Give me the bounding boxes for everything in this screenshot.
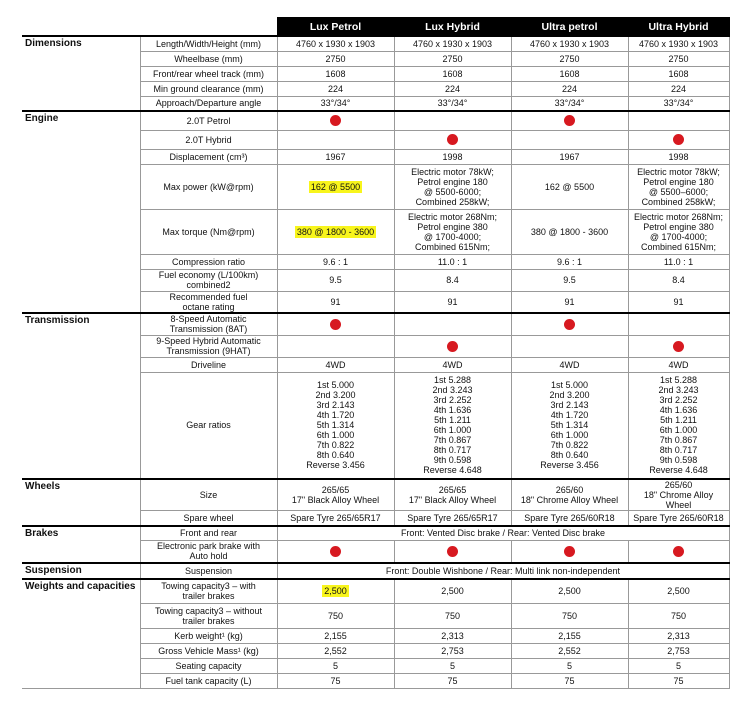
cell-value <box>394 269 511 291</box>
row-label: 8-Speed Automatic Transmission (8AT) <box>140 313 277 335</box>
row-label: Gross Vehicle Mass¹ (kg) <box>140 644 277 659</box>
cell-value <box>394 36 511 51</box>
cell-value <box>511 209 628 254</box>
cell-value <box>277 209 394 254</box>
cell-value <box>628 149 729 164</box>
cell-text: 9.6 : 1 <box>556 256 583 267</box>
cell-value <box>511 372 628 479</box>
row-label: Recommended fuel octane rating <box>140 291 277 313</box>
row-label: Length/Width/Height (mm) <box>140 36 277 51</box>
red-dot-icon <box>564 546 575 557</box>
cell-text: 265/60 18" Chrome Alloy Wheel <box>520 485 619 505</box>
cell-text: 1608 <box>325 68 346 79</box>
cell-text: 2,500 <box>441 586 464 597</box>
row-towbrake <box>22 579 729 604</box>
cell-text: 4760 x 1930 x 1903 <box>638 38 719 49</box>
row-lwh <box>22 36 729 51</box>
cell-text: 224 <box>561 83 578 94</box>
row-petrol2t <box>22 111 729 130</box>
cell-value <box>511 149 628 164</box>
red-dot-icon <box>447 546 458 557</box>
header-row <box>22 18 729 37</box>
cell-text: 2,500 <box>667 586 690 597</box>
cell-text: 750 <box>561 611 578 621</box>
cell-value <box>628 511 729 526</box>
cell-value <box>511 36 628 51</box>
cell-text: 2750 <box>668 53 689 64</box>
red-dot-icon <box>564 115 575 126</box>
red-dot-icon <box>447 341 458 352</box>
cell-text: 224 <box>670 83 687 94</box>
cell-text: Electric motor 78kW; Petrol engine 180 @ 5500-6000; Combined 258kW; <box>411 166 494 207</box>
cell-value <box>277 149 394 164</box>
cell-text: 2,500 <box>324 586 347 597</box>
cell-text: 4760 x 1930 x 1903 <box>529 38 610 49</box>
cell-value <box>394 579 511 604</box>
row-label: Towing capacity3 – without trailer brakes <box>140 604 277 629</box>
cell-value <box>628 644 729 659</box>
cell-value <box>511 479 628 511</box>
cell-value <box>277 629 394 644</box>
cell-availability <box>277 335 394 357</box>
red-dot-icon <box>673 134 684 145</box>
cell-value <box>394 659 511 674</box>
col-ultra-petrol: Ultra petrol <box>511 18 628 37</box>
cell-value <box>277 372 394 479</box>
cell-value <box>511 254 628 269</box>
cell-value <box>394 66 511 81</box>
cell-text: 5 <box>449 661 455 671</box>
red-dot-icon <box>673 546 684 557</box>
row-at8 <box>22 313 729 335</box>
cell-value <box>394 164 511 209</box>
cell-value <box>628 36 729 51</box>
cell-value <box>628 96 729 111</box>
cell-availability <box>394 130 511 149</box>
col-lux-petrol: Lux Petrol <box>277 18 394 37</box>
cell-value <box>628 291 729 313</box>
cell-value <box>511 66 628 81</box>
cell-text: 750 <box>444 611 461 621</box>
cell-text: 4WD <box>325 359 346 370</box>
section-dimensions: Dimensions <box>22 36 140 111</box>
cell-text: 9.6 : 1 <box>322 256 349 267</box>
red-dot-icon <box>330 319 341 330</box>
cell-value <box>511 164 628 209</box>
row-label: Max power (kW@rpm) <box>140 164 277 209</box>
row-label: Size <box>140 479 277 511</box>
cell-availability <box>277 541 394 563</box>
cell-text: 2750 <box>442 53 463 64</box>
cell-text: 162 @ 5500 <box>310 181 361 192</box>
cell-text: 8.4 <box>446 275 459 285</box>
cell-text: 750 <box>670 611 687 621</box>
cell-text: 91 <box>447 296 458 307</box>
cell-text: 1608 <box>668 68 689 79</box>
cell-availability <box>511 541 628 563</box>
row-label: Front and rear <box>140 526 277 541</box>
cell-value <box>628 604 729 629</box>
cell-value <box>628 66 729 81</box>
row-label: Front/rear wheel track (mm) <box>140 66 277 81</box>
cell-text: 11.0 : 1 <box>437 256 468 267</box>
cell-value <box>277 36 394 51</box>
cell-text: Electric motor 268Nm; Petrol engine 380 @ 1700-4000; Combined 615Nm; <box>633 211 724 252</box>
cell-value <box>394 604 511 629</box>
cell-text: 1967 <box>559 151 580 162</box>
cell-value <box>511 269 628 291</box>
cell-text: 750 <box>327 611 344 621</box>
section-transmission: Transmission <box>22 313 140 479</box>
cell-value <box>628 357 729 372</box>
cell-text: 91 <box>564 296 575 307</box>
cell-value <box>277 81 394 96</box>
cell-value <box>511 659 628 674</box>
cell-text: 75 <box>673 676 684 686</box>
cell-text: 1st 5.288 2nd 3.243 3rd 2.252 4th 1.636 5th 1.211 6th 1.000 7th 0.867 8th 0.717 9th 0.598 Reverse 4.648 <box>649 375 708 476</box>
row-label: 2.0T Petrol <box>140 111 277 130</box>
cell-text: 1608 <box>559 68 580 79</box>
cell-value <box>394 479 511 511</box>
cell-availability <box>628 111 729 130</box>
row-label: 2.0T Hybrid <box>140 130 277 149</box>
cell-text: 91 <box>330 296 341 307</box>
cell-value <box>511 96 628 111</box>
cell-value <box>394 209 511 254</box>
cell-text: 33°/34° <box>663 98 694 109</box>
cell-availability <box>277 111 394 130</box>
cell-text: 75 <box>330 676 341 686</box>
cell-text: 9.5 <box>329 275 342 285</box>
red-dot-icon <box>330 546 341 557</box>
row-label: Fuel economy (L/100km) combined2 <box>140 269 277 291</box>
cell-text: 11.0 : 1 <box>663 256 694 267</box>
cell-value <box>277 66 394 81</box>
row-label: Towing capacity3 – with trailer brakes <box>140 579 277 604</box>
cell-text: 2750 <box>559 53 580 64</box>
cell-value <box>394 96 511 111</box>
cell-text: 4760 x 1930 x 1903 <box>295 38 376 49</box>
row-label: 9-Speed Hybrid Automatic Transmission (9HAT) <box>140 335 277 357</box>
cell-text: 2,155 <box>558 631 581 641</box>
cell-text: 2,753 <box>441 646 464 656</box>
cell-text: 4760 x 1930 x 1903 <box>412 38 493 49</box>
cell-text: 2,500 <box>558 586 581 597</box>
cell-value <box>628 81 729 96</box>
cell-text: Electric motor 78kW; Petrol engine 180 @ 5500–6000; Combined 258kW; <box>637 166 720 207</box>
cell-text: 265/60 18" Chrome Alloy Wheel <box>643 480 714 510</box>
cell-text: 4WD <box>559 359 580 370</box>
cell-text: 8.4 <box>672 275 685 285</box>
cell-value <box>394 254 511 269</box>
red-dot-icon <box>673 341 684 352</box>
cell-value <box>628 629 729 644</box>
red-dot-icon <box>330 115 341 126</box>
row-label: Seating capacity <box>140 659 277 674</box>
cell-value <box>277 659 394 674</box>
cell-value <box>394 372 511 479</box>
cell-value <box>277 269 394 291</box>
row-label: Fuel tank capacity (L) <box>140 674 277 689</box>
section-suspension: Suspension <box>22 563 140 579</box>
cell-text: 1st 5.288 2nd 3.243 3rd 2.252 4th 1.636 5th 1.211 6th 1.000 7th 0.867 8th 0.717 9th 0.598 Reverse 4.648 <box>423 375 482 476</box>
cell-value <box>511 644 628 659</box>
cell-value <box>628 372 729 479</box>
cell-value <box>628 164 729 209</box>
cell-text: 224 <box>444 83 461 94</box>
cell-text: 2,313 <box>441 631 464 641</box>
cell-text: 1st 5.000 2nd 3.200 3rd 2.143 4th 1.720 5th 1.314 6th 1.000 7th 0.822 8th 0.640 Reverse 3.456 <box>306 380 365 471</box>
cell-text: 224 <box>327 83 344 94</box>
cell-text: 33°/34° <box>437 98 468 109</box>
row-label: Min ground clearance (mm) <box>140 81 277 96</box>
cell-value <box>277 51 394 66</box>
cell-availability <box>628 541 729 563</box>
cell-availability <box>394 111 511 130</box>
cell-text: 1st 5.000 2nd 3.200 3rd 2.143 4th 1.720 5th 1.314 6th 1.000 7th 0.822 8th 0.640 Reverse 3.456 <box>540 380 599 471</box>
cell-value <box>277 674 394 689</box>
row-label: Driveline <box>140 357 277 372</box>
section-brakes: Brakes <box>22 526 140 563</box>
span-value: Front: Double Wishbone / Rear: Multi link non-independent <box>277 563 729 579</box>
cell-text: 33°/34° <box>320 98 351 109</box>
cell-value <box>277 96 394 111</box>
cell-value <box>628 269 729 291</box>
cell-value <box>628 51 729 66</box>
cell-value <box>511 511 628 526</box>
col-lux-hybrid: Lux Hybrid <box>394 18 511 37</box>
cell-text: 5 <box>332 661 338 671</box>
cell-text: 75 <box>447 676 458 686</box>
cell-availability <box>511 313 628 335</box>
cell-value <box>628 479 729 511</box>
cell-availability <box>511 130 628 149</box>
cell-text: Spare Tyre 265/65R17 <box>290 512 381 523</box>
red-dot-icon <box>564 319 575 330</box>
cell-text: 1967 <box>325 151 346 162</box>
row-label: Compression ratio <box>140 254 277 269</box>
row-label: Approach/Departure angle <box>140 96 277 111</box>
cell-text: 380 @ 1800 - 3600 <box>530 226 609 237</box>
cell-value <box>277 579 394 604</box>
spec-table <box>22 17 730 689</box>
cell-text: 1998 <box>442 151 463 162</box>
row-label: Displacement (cm³) <box>140 149 277 164</box>
cell-value <box>277 511 394 526</box>
cell-value <box>394 511 511 526</box>
cell-value <box>511 81 628 96</box>
cell-value <box>394 51 511 66</box>
row-label: Kerb weight¹ (kg) <box>140 629 277 644</box>
cell-text: 2,552 <box>324 646 347 656</box>
row-susp <box>22 563 729 579</box>
cell-value <box>628 209 729 254</box>
section-wheels: Wheels <box>22 479 140 526</box>
cell-value <box>277 291 394 313</box>
cell-value <box>511 674 628 689</box>
cell-value <box>628 659 729 674</box>
row-label: Suspension <box>140 563 277 579</box>
cell-text: 9.5 <box>563 275 576 285</box>
cell-text: Spare Tyre 265/60R18 <box>524 512 615 523</box>
cell-value <box>277 357 394 372</box>
cell-value <box>511 604 628 629</box>
row-label: Max torque (Nm@rpm) <box>140 209 277 254</box>
cell-availability <box>394 541 511 563</box>
cell-value <box>394 291 511 313</box>
col-ultra-hybrid: Ultra Hybrid <box>628 18 729 37</box>
cell-text: 1608 <box>442 68 463 79</box>
cell-availability <box>277 130 394 149</box>
cell-value <box>628 579 729 604</box>
cell-text: 265/65 17" Black Alloy Wheel <box>291 485 380 505</box>
cell-value <box>277 479 394 511</box>
cell-text: 162 @ 5500 <box>544 181 595 192</box>
cell-text: 5 <box>675 661 681 671</box>
cell-text: Spare Tyre 265/65R17 <box>407 512 498 523</box>
cell-value <box>511 291 628 313</box>
cell-text: 2,753 <box>667 646 690 656</box>
cell-text: 2,155 <box>324 631 347 641</box>
cell-value <box>394 149 511 164</box>
cell-text: 75 <box>564 676 575 686</box>
section-weights: Weights and capacities <box>22 579 140 689</box>
cell-value <box>511 357 628 372</box>
row-size <box>22 479 729 511</box>
span-value: Front: Vented Disc brake / Rear: Vented Disc brake <box>277 526 729 541</box>
row-label: Electronic park brake with Auto hold <box>140 541 277 563</box>
cell-value <box>394 357 511 372</box>
cell-text: 91 <box>673 296 684 307</box>
cell-text: 4WD <box>668 359 689 370</box>
row-label: Gear ratios <box>140 372 277 479</box>
cell-value <box>628 254 729 269</box>
cell-availability <box>628 313 729 335</box>
cell-text: Spare Tyre 265/60R18 <box>633 512 724 523</box>
cell-value <box>394 644 511 659</box>
cell-text: 265/65 17" Black Alloy Wheel <box>408 485 497 505</box>
cell-text: 1998 <box>668 151 689 162</box>
cell-availability <box>511 111 628 130</box>
red-dot-icon <box>447 134 458 145</box>
row-label: Spare wheel <box>140 511 277 526</box>
row-label: Wheelbase (mm) <box>140 51 277 66</box>
cell-text: 2,313 <box>667 631 690 641</box>
cell-availability <box>277 313 394 335</box>
cell-value <box>277 164 394 209</box>
cell-availability <box>511 335 628 357</box>
cell-availability <box>394 313 511 335</box>
cell-value <box>277 644 394 659</box>
cell-text: 2,552 <box>558 646 581 656</box>
cell-value <box>511 51 628 66</box>
cell-text: 380 @ 1800 - 3600 <box>296 226 375 237</box>
cell-text: 5 <box>566 661 572 671</box>
cell-value <box>511 629 628 644</box>
cell-availability <box>394 335 511 357</box>
cell-text: 4WD <box>442 359 463 370</box>
section-engine: Engine <box>22 111 140 313</box>
cell-text: Electric motor 268Nm; Petrol engine 380 @ 1700-4000; Combined 615Nm; <box>407 211 498 252</box>
cell-value <box>511 579 628 604</box>
cell-value <box>277 254 394 269</box>
row-frontrear <box>22 526 729 541</box>
cell-text: 2750 <box>325 53 346 64</box>
cell-availability <box>628 130 729 149</box>
cell-availability <box>628 335 729 357</box>
cell-value <box>394 674 511 689</box>
cell-value <box>277 604 394 629</box>
cell-value <box>628 674 729 689</box>
cell-value <box>394 81 511 96</box>
cell-value <box>394 629 511 644</box>
cell-text: 33°/34° <box>554 98 585 109</box>
